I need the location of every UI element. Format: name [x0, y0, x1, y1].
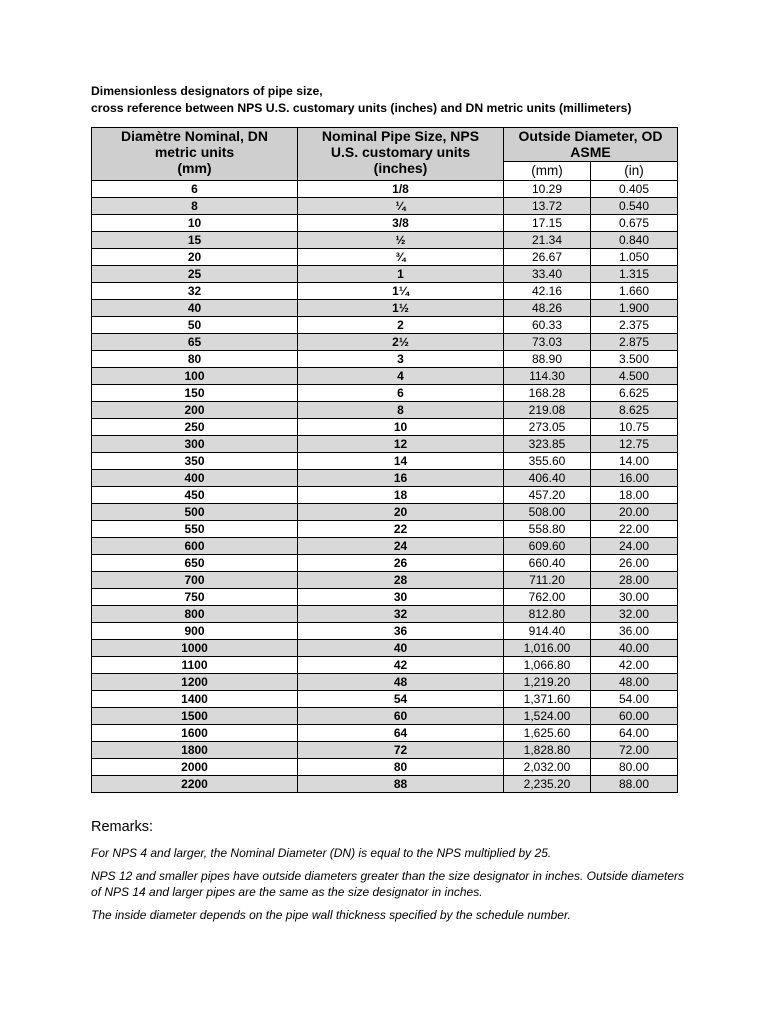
cell-od-in: 2.375: [591, 317, 678, 334]
cell-nps: 3: [298, 351, 504, 368]
cell-od-mm: 73.03: [504, 334, 591, 351]
table-row: [92, 232, 678, 249]
cell-od-mm: 812.80: [504, 606, 591, 623]
cell-dn: 8: [92, 198, 298, 215]
table-row: [92, 640, 678, 657]
table-row: [92, 300, 678, 317]
table-row: [92, 198, 678, 215]
cell-od-mm: 33.40: [504, 266, 591, 283]
cell-dn: 65: [92, 334, 298, 351]
cell-od-mm: 21.34: [504, 232, 591, 249]
cell-nps: 2: [298, 317, 504, 334]
table-row: [92, 436, 678, 453]
table-row: [92, 470, 678, 487]
cell-od-mm: 762.00: [504, 589, 591, 606]
cell-od-in: 48.00: [591, 674, 678, 691]
header-od-line-1: Outside Diameter, OD: [518, 128, 663, 144]
cell-nps: ¼: [298, 198, 504, 215]
cell-nps: 2½: [298, 334, 504, 351]
cell-dn: 800: [92, 606, 298, 623]
cell-nps: 60: [298, 708, 504, 725]
table-row: [92, 589, 678, 606]
cell-od-in: 32.00: [591, 606, 678, 623]
table-row: [92, 419, 678, 436]
cell-nps: 8: [298, 402, 504, 419]
cell-od-mm: 711.20: [504, 572, 591, 589]
table-row: [92, 708, 678, 725]
header-dn-line-3: (mm): [177, 160, 212, 176]
cell-dn: 600: [92, 538, 298, 555]
title-line-2: cross reference between NPS U.S. customary units (inches) and DN metric units (millimeters): [91, 100, 632, 115]
table-row: [92, 657, 678, 674]
cell-od-in: 30.00: [591, 589, 678, 606]
cell-dn: 250: [92, 419, 298, 436]
header-od-in: (in): [591, 162, 678, 181]
cell-nps: 1: [298, 266, 504, 283]
table-row: [92, 402, 678, 419]
cell-od-mm: 2,235.20: [504, 776, 591, 793]
cell-od-mm: 168.28: [504, 385, 591, 402]
header-dn: [92, 128, 298, 181]
cell-dn: 700: [92, 572, 298, 589]
cell-od-in: 18.00: [591, 487, 678, 504]
header-dn-line-2: metric units: [154, 144, 235, 160]
cell-dn: 1400: [92, 691, 298, 708]
cell-dn: 650: [92, 555, 298, 572]
table-row: [92, 555, 678, 572]
cell-od-mm: 914.40: [504, 623, 591, 640]
cell-dn: 450: [92, 487, 298, 504]
cell-od-mm: 88.90: [504, 351, 591, 368]
cell-od-in: 1.315: [591, 266, 678, 283]
table-row: [92, 385, 678, 402]
cell-dn: 2000: [92, 759, 298, 776]
cell-nps: 36: [298, 623, 504, 640]
cell-od-in: 4.500: [591, 368, 678, 385]
cell-dn: 1200: [92, 674, 298, 691]
cell-od-mm: 10.29: [504, 181, 591, 198]
cell-nps: 30: [298, 589, 504, 606]
cell-od-mm: 60.33: [504, 317, 591, 334]
cell-nps: 54: [298, 691, 504, 708]
cell-nps: 42: [298, 657, 504, 674]
cell-od-in: 40.00: [591, 640, 678, 657]
table-row: [92, 538, 678, 555]
header-nps-line-3: (inches): [373, 160, 428, 176]
cell-nps: 3/8: [298, 215, 504, 232]
remark-item: For NPS 4 and larger, the Nominal Diameter (DN) is equal to the NPS multiplied by 25.: [91, 846, 552, 860]
cell-od-mm: 17.15: [504, 215, 591, 232]
cell-nps: 40: [298, 640, 504, 657]
cell-od-in: 16.00: [591, 470, 678, 487]
cell-od-mm: 13.72: [504, 198, 591, 215]
cell-nps: 26: [298, 555, 504, 572]
cell-od-mm: 457.20: [504, 487, 591, 504]
cell-nps: 1½: [298, 300, 504, 317]
cell-od-in: 36.00: [591, 623, 678, 640]
cell-od-in: 10.75: [591, 419, 678, 436]
table-row: [92, 334, 678, 351]
cell-dn: 900: [92, 623, 298, 640]
cell-dn: 2200: [92, 776, 298, 793]
table-body: [92, 181, 678, 793]
cell-od-mm: 558.80: [504, 521, 591, 538]
table-row: [92, 725, 678, 742]
cell-od-in: 0.405: [591, 181, 678, 198]
cell-od-mm: 114.30: [504, 368, 591, 385]
cell-od-in: 1.900: [591, 300, 678, 317]
cell-od-mm: 323.85: [504, 436, 591, 453]
cell-nps: 32: [298, 606, 504, 623]
cell-od-mm: 1,625.60: [504, 725, 591, 742]
cell-od-in: 26.00: [591, 555, 678, 572]
cell-dn: 15: [92, 232, 298, 249]
table-row: [92, 368, 678, 385]
cell-od-mm: 1,016.00: [504, 640, 591, 657]
table-row: [92, 572, 678, 589]
cell-od-in: 0.540: [591, 198, 678, 215]
cell-nps: 24: [298, 538, 504, 555]
cell-nps: 6: [298, 385, 504, 402]
cell-od-in: 3.500: [591, 351, 678, 368]
table-row: [92, 317, 678, 334]
table-row: [92, 351, 678, 368]
cell-od-in: 72.00: [591, 742, 678, 759]
cell-dn: 350: [92, 453, 298, 470]
title-line-1: Dimensionless designators of pipe size,: [91, 84, 323, 98]
cell-od-mm: 42.16: [504, 283, 591, 300]
cell-nps: 10: [298, 419, 504, 436]
cell-nps: 1/8: [298, 181, 504, 198]
cell-dn: 1100: [92, 657, 298, 674]
cell-od-in: 12.75: [591, 436, 678, 453]
cell-nps: 16: [298, 470, 504, 487]
table-row: [92, 521, 678, 538]
table-row: [92, 181, 678, 198]
cell-dn: 550: [92, 521, 298, 538]
cell-dn: 1800: [92, 742, 298, 759]
document-title: [91, 83, 691, 116]
cell-nps: 48: [298, 674, 504, 691]
cell-dn: 100: [92, 368, 298, 385]
cell-od-mm: 1,828.80: [504, 742, 591, 759]
cell-nps: 14: [298, 453, 504, 470]
cell-nps: ¾: [298, 249, 504, 266]
cell-dn: 20: [92, 249, 298, 266]
cell-od-mm: 406.40: [504, 470, 591, 487]
cell-dn: 200: [92, 402, 298, 419]
cell-dn: 1500: [92, 708, 298, 725]
cell-dn: 80: [92, 351, 298, 368]
cell-od-mm: 2,032.00: [504, 759, 591, 776]
header-nps-line-1: Nominal Pipe Size, NPS: [321, 128, 480, 144]
cell-od-in: 6.625: [591, 385, 678, 402]
cell-dn: 750: [92, 589, 298, 606]
cell-od-mm: 1,524.00: [504, 708, 591, 725]
cell-dn: 32: [92, 283, 298, 300]
table-row: [92, 215, 678, 232]
cell-nps: 64: [298, 725, 504, 742]
cell-dn: 1000: [92, 640, 298, 657]
cell-od-in: 20.00: [591, 504, 678, 521]
cell-nps: 22: [298, 521, 504, 538]
cell-nps: 18: [298, 487, 504, 504]
header-od-mm: (mm): [504, 162, 591, 181]
header-nps-line-2: U.S. customary units: [330, 144, 471, 160]
cell-nps: ½: [298, 232, 504, 249]
cell-od-mm: 355.60: [504, 453, 591, 470]
header-od: [504, 128, 678, 162]
cell-od-in: 1.660: [591, 283, 678, 300]
cell-od-mm: 219.08: [504, 402, 591, 419]
cell-od-mm: 660.40: [504, 555, 591, 572]
cell-od-mm: 508.00: [504, 504, 591, 521]
cell-dn: 300: [92, 436, 298, 453]
cell-od-in: 60.00: [591, 708, 678, 725]
cell-od-in: 42.00: [591, 657, 678, 674]
cell-od-mm: 1,219.20: [504, 674, 591, 691]
cell-od-in: 28.00: [591, 572, 678, 589]
table-row: [92, 742, 678, 759]
cell-od-in: 14.00: [591, 453, 678, 470]
cell-od-in: 24.00: [591, 538, 678, 555]
table-row: [92, 759, 678, 776]
cell-od-in: 8.625: [591, 402, 678, 419]
table-row: [92, 623, 678, 640]
remark-item: The inside diameter depends on the pipe wall thickness specified by the schedule number.: [91, 908, 571, 922]
cell-od-in: 1.050: [591, 249, 678, 266]
cell-nps: 28: [298, 572, 504, 589]
table-row: [92, 691, 678, 708]
cell-od-mm: 26.67: [504, 249, 591, 266]
table-row: [92, 776, 678, 793]
cell-dn: 150: [92, 385, 298, 402]
cell-dn: 400: [92, 470, 298, 487]
table-row: [92, 283, 678, 300]
remark-item: NPS 12 and smaller pipes have outside diameters greater than the size designator in inches. Outside diameters of NPS 14 and larger pipes are the same as the size designator in inches.: [91, 869, 684, 899]
table-row: [92, 249, 678, 266]
cell-od-in: 0.840: [591, 232, 678, 249]
header-dn-line-1: Diamètre Nominal, DN: [120, 128, 269, 144]
cell-od-in: 22.00: [591, 521, 678, 538]
cell-nps: 80: [298, 759, 504, 776]
cell-od-in: 80.00: [591, 759, 678, 776]
cell-od-in: 88.00: [591, 776, 678, 793]
cell-od-in: 64.00: [591, 725, 678, 742]
cell-nps: 4: [298, 368, 504, 385]
cell-dn: 50: [92, 317, 298, 334]
pipe-size-table: [91, 127, 678, 793]
cell-nps: 1¼: [298, 283, 504, 300]
remarks-title: Remarks:: [91, 819, 154, 835]
cell-dn: 25: [92, 266, 298, 283]
cell-od-mm: 273.05: [504, 419, 591, 436]
cell-od-mm: 1,371.60: [504, 691, 591, 708]
cell-dn: 500: [92, 504, 298, 521]
header-od-line-2: ASME: [570, 144, 611, 160]
table-row: [92, 266, 678, 283]
cell-od-in: 54.00: [591, 691, 678, 708]
table-row: [92, 606, 678, 623]
table-row: [92, 487, 678, 504]
cell-nps: 20: [298, 504, 504, 521]
cell-od-mm: 609.60: [504, 538, 591, 555]
cell-od-in: 0.675: [591, 215, 678, 232]
remarks-section: [91, 818, 691, 930]
cell-dn: 10: [92, 215, 298, 232]
cell-od-mm: 1,066.80: [504, 657, 591, 674]
cell-dn: 40: [92, 300, 298, 317]
table-row: [92, 504, 678, 521]
header-nps: [298, 128, 504, 181]
table-row: [92, 674, 678, 691]
table-row: [92, 453, 678, 470]
cell-nps: 88: [298, 776, 504, 793]
cell-nps: 72: [298, 742, 504, 759]
cell-od-mm: 48.26: [504, 300, 591, 317]
cell-nps: 12: [298, 436, 504, 453]
cell-dn: 1600: [92, 725, 298, 742]
cell-dn: 6: [92, 181, 298, 198]
cell-od-in: 2.875: [591, 334, 678, 351]
